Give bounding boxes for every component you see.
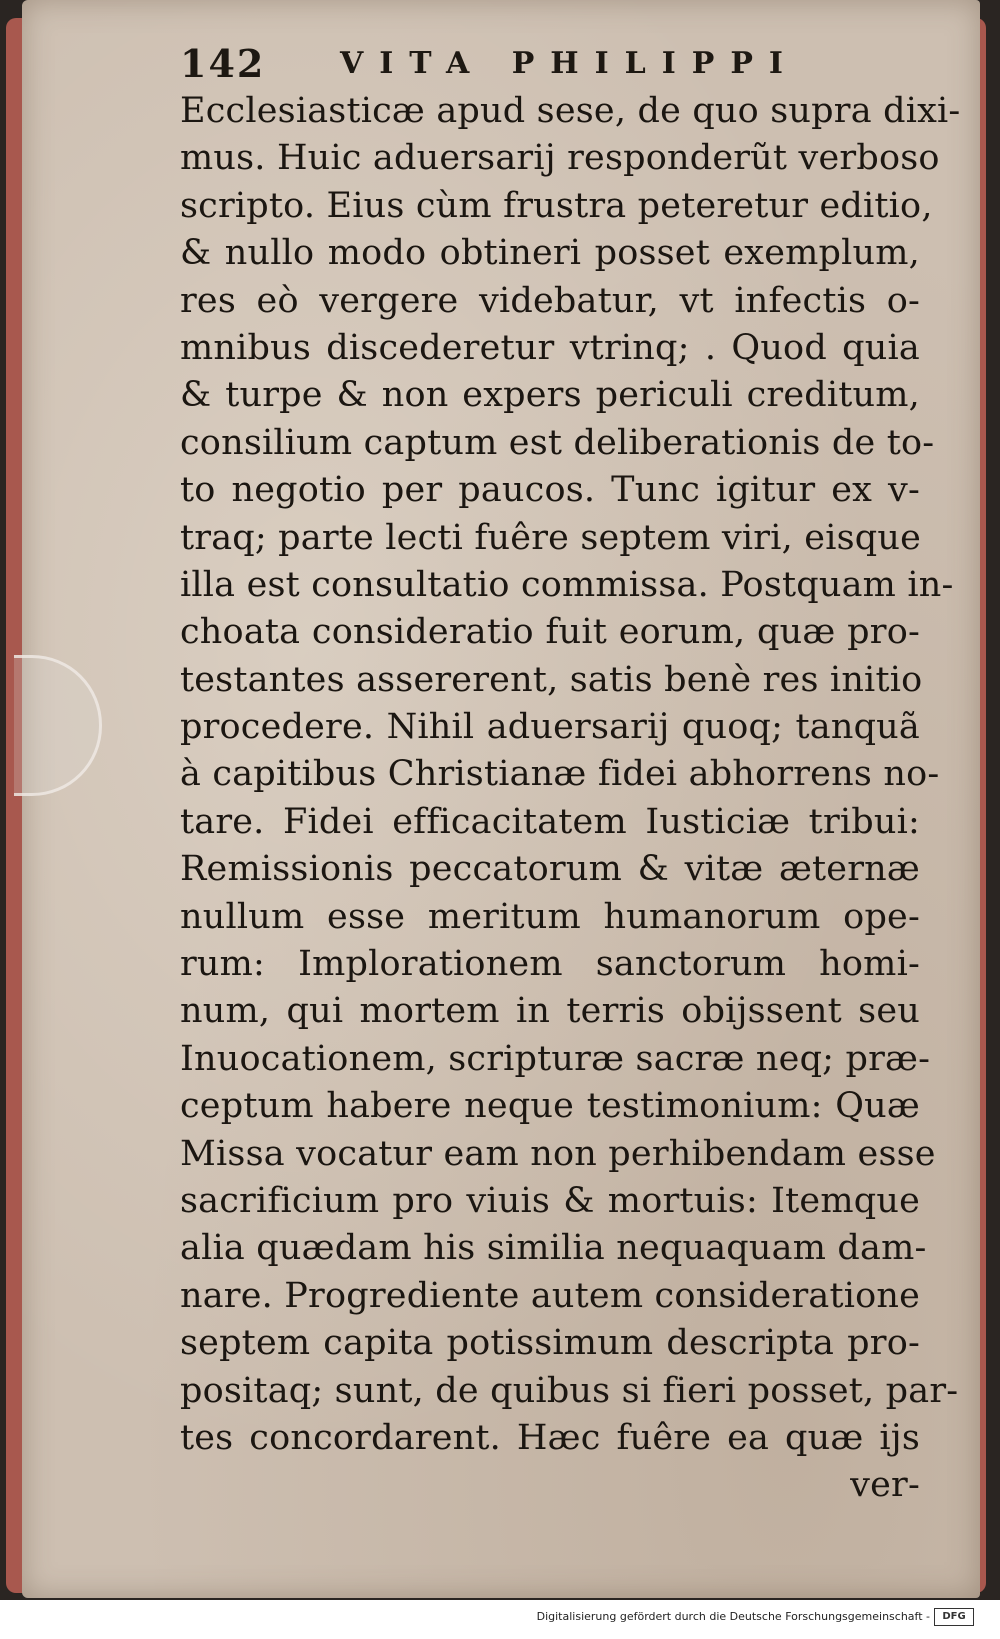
text-line: res eò vergere videbatur, vt infectis o- xyxy=(180,280,920,321)
text-line: tare. Fidei efficacitatem Iusticiæ tribui: xyxy=(180,801,920,842)
page-clip-holder xyxy=(14,655,102,796)
text-line: alia quædam his similia nequaquam dam- xyxy=(180,1228,927,1269)
text-line: rum: Implorationem sanctorum homi- xyxy=(180,944,920,985)
text-line: mnibus discederetur vtrinq; . Quod quia xyxy=(180,327,920,368)
text-line: & turpe & non expers periculi creditum, xyxy=(180,375,920,416)
text-line: to negotio per paucos. Tunc igitur ex v- xyxy=(180,470,920,511)
text-line: septem capita potissimum descripta pro- xyxy=(180,1323,920,1364)
text-line: nare. Progrediente autem consideratione xyxy=(180,1275,921,1316)
text-line: mus. Huic aduersarij responderũt verboso xyxy=(180,138,940,179)
text-line: illa est consultatio commissa. Postquam in- xyxy=(180,564,954,605)
text-line: testantes assererent, satis benè res initio xyxy=(180,659,923,700)
text-line: Missa vocatur eam non perhibendam esse xyxy=(180,1133,936,1174)
text-line: ceptum habere neque testimonium: Quæ xyxy=(180,1086,920,1127)
text-line: nullum esse meritum humanorum ope- xyxy=(180,896,920,937)
text-line: scripto. Eius cùm frustra peteretur editio, xyxy=(180,185,933,226)
footer-bar xyxy=(0,1600,1000,1639)
text-line: & nullo modo obtineri posset exemplum, xyxy=(180,233,920,274)
catchword: ver- xyxy=(850,1465,920,1506)
text-line: traq; parte lecti fuêre septem viri, eisque xyxy=(180,517,922,558)
text-line: num, qui mortem in terris obijssent seu xyxy=(180,991,920,1032)
text-line: choata consideratio fuit eorum, quæ pro- xyxy=(180,612,920,653)
body-text xyxy=(180,88,961,1510)
dfg-logo: DFG xyxy=(934,1608,974,1626)
text-line: Ecclesiasticæ apud sese, de quo supra dixi- xyxy=(180,91,961,131)
digitization-credit: Digitalisierung gefördert durch die Deutsche Forschungsgemeinschaft - xyxy=(536,1610,930,1623)
text-line: tes concordarent. Hæc fuêre ea quæ ijs xyxy=(180,1417,920,1458)
text-line: Inuocationem, scripturæ sacræ neq; præ- xyxy=(180,1038,931,1079)
text-line: procedere. Nihil aduersarij quoq; tanquã xyxy=(180,707,920,748)
text-line: positaq; sunt, de quibus si fieri posset, par- xyxy=(180,1370,959,1411)
text-line: à capitibus Christianæ fidei abhorrens no- xyxy=(180,754,940,795)
page-header xyxy=(180,38,900,88)
text-line: Remissionis peccatorum & vitæ æternæ xyxy=(180,849,920,890)
text-line: sacrificium pro viuis & mortuis: Itemque xyxy=(180,1180,920,1221)
page-number: 142 xyxy=(180,40,266,86)
text-line: consilium captum est deliberationis de to- xyxy=(180,422,935,463)
running-title: VITA PHILIPPI xyxy=(340,45,799,81)
